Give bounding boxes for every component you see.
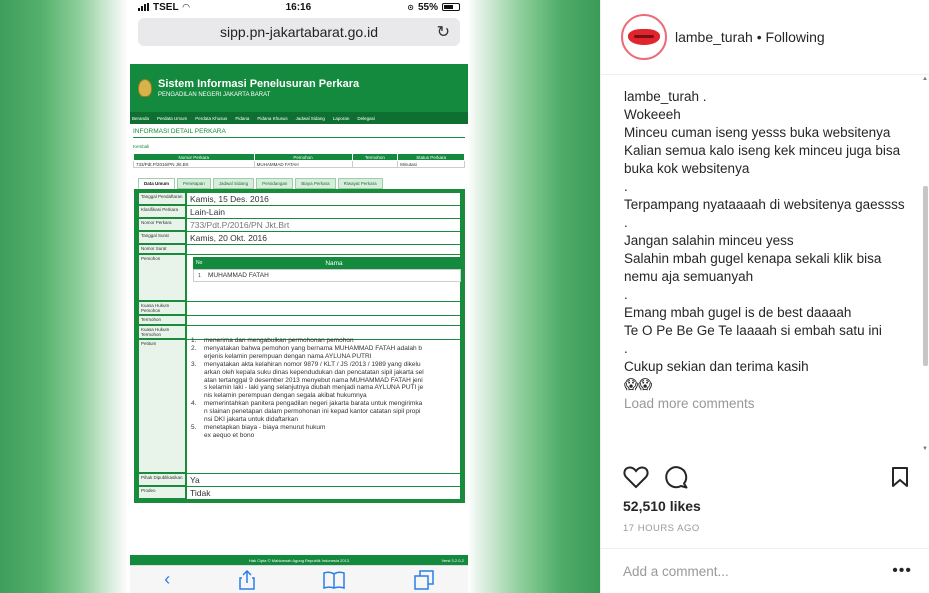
tab-penetapan: Penetapan bbox=[177, 178, 211, 189]
list-item: 4. memerintahkan panitera pengadilan negeri jakarta barata untuk mengirimka bbox=[191, 400, 423, 408]
field-value: Ya bbox=[187, 474, 460, 486]
caption-line: Emang mbah gugel is de best daaaah bbox=[624, 305, 852, 320]
field-label: Kuasa Hukum Termohon bbox=[139, 326, 185, 339]
petitum-list bbox=[191, 337, 456, 440]
nav-item: Perdata Khusus bbox=[195, 115, 228, 121]
field-value: Tidak bbox=[187, 487, 460, 499]
detail-panel bbox=[134, 189, 465, 503]
tab-data-umum: Data Umum bbox=[138, 178, 175, 189]
clock: 16:16 bbox=[285, 1, 312, 13]
tab-persidangan: Persidangan bbox=[256, 178, 293, 189]
field-value: Kamis, 15 Des. 2016 bbox=[187, 193, 460, 205]
load-more-comments-link[interactable]: Load more comments bbox=[624, 396, 755, 411]
wifi-icon: ◠ bbox=[182, 1, 190, 12]
list-item: 1. menerima dan mengabulkan permohonan pemohon bbox=[191, 337, 354, 344]
field-label: Tanggal Surat bbox=[139, 232, 185, 244]
caption-line: 😱😱 bbox=[624, 377, 653, 392]
list-item: 5. menetapkan biaya - biaya menurut hukum bbox=[191, 423, 326, 431]
scroll-up-icon[interactable]: ▲ bbox=[922, 76, 928, 82]
field-value: Kamis, 20 Okt. 2016 bbox=[187, 232, 460, 244]
site-nav bbox=[130, 112, 468, 124]
caption-line: . bbox=[624, 215, 628, 230]
table-header: Termohon bbox=[352, 154, 398, 161]
tabs-icon bbox=[414, 570, 434, 590]
likes-count[interactable]: 52,510 likes bbox=[623, 498, 701, 514]
caption-line: . bbox=[624, 341, 628, 356]
comment-bar bbox=[601, 548, 929, 593]
comment-input[interactable]: Add a comment... bbox=[623, 563, 729, 579]
caption-line: Salahin mbah gugel kenapa sekali klik bisa nemu aja semuanyah bbox=[624, 251, 886, 284]
nav-item: Pidana bbox=[235, 115, 250, 121]
table-row bbox=[193, 269, 461, 282]
nav-item: Pidana Khusus bbox=[257, 115, 288, 121]
nav-item: Jadwal Sidang bbox=[295, 115, 325, 121]
list-item-cont: nsi DKI jakarta untuk didaftarkan bbox=[204, 416, 298, 424]
phone-status-bar bbox=[130, 0, 468, 14]
back-arrow-icon: ‹ bbox=[164, 569, 171, 589]
bookmark-icon[interactable] bbox=[891, 466, 909, 488]
separator-dot: • bbox=[756, 29, 766, 45]
post-timestamp[interactable]: 17 HOURS AGO bbox=[623, 523, 700, 534]
scroll-down-icon[interactable]: ▼ bbox=[922, 446, 928, 452]
field-label: Nomor Surat bbox=[139, 245, 185, 254]
field-value bbox=[187, 316, 460, 325]
site-subtitle: PENGADILAN NEGERI JAKARTA BARAT bbox=[158, 91, 271, 98]
table-header: Status Perkara bbox=[398, 154, 465, 161]
field-label: Petitum bbox=[139, 340, 185, 473]
table-header: No bbox=[196, 260, 203, 266]
field-label: Prodeo bbox=[139, 487, 185, 499]
caption-line: . bbox=[624, 287, 628, 302]
field-value bbox=[187, 245, 460, 254]
list-item-cont: ex aequo et bono bbox=[204, 431, 255, 439]
caption-line: Cukup sekian dan terima kasih bbox=[624, 359, 809, 374]
list-item-cont: arkan oleh kepala suku dinas kependudukan dan pencatatan sipil jakarta sel bbox=[204, 368, 424, 376]
lips-logo-icon bbox=[628, 29, 660, 45]
url-bar bbox=[138, 18, 460, 46]
post-actions bbox=[623, 463, 909, 491]
field-label: Tanggal Pendaftaran bbox=[139, 193, 185, 205]
site-footer bbox=[130, 555, 468, 565]
comment-icon[interactable] bbox=[663, 464, 689, 490]
case-summary-table bbox=[133, 153, 465, 168]
follow-status-button[interactable]: Following bbox=[765, 29, 825, 45]
field-label: Pemohon bbox=[139, 255, 185, 301]
phone-screenshot bbox=[130, 0, 468, 593]
comments-scrollbar[interactable] bbox=[921, 76, 929, 454]
tab-biaya-perkara: Biaya Perkara bbox=[295, 178, 335, 189]
footer-text: Hak Cipta © Mahkamah Agung Republik Indonesia 2013 bbox=[248, 557, 350, 563]
bookmarks-icon bbox=[323, 571, 345, 589]
pemohon-table bbox=[193, 257, 461, 282]
list-item-cont: s kelamin laki - laki yang selanjutnya diubah menjadi nama AYLUNA PUTI je bbox=[204, 384, 424, 392]
table-header: Nomor Perkara bbox=[134, 154, 255, 161]
list-item-cont: erjenis kelamin perempuan dengan nama AYLUNA PUTRI bbox=[204, 352, 372, 360]
table-cell: 733/Pdt.P/2016/PN Jkt.Brt bbox=[134, 161, 255, 168]
caption-line: . bbox=[624, 179, 628, 194]
caption-line: Wokeeeh bbox=[624, 107, 681, 122]
table-cell bbox=[352, 161, 398, 168]
avatar[interactable] bbox=[621, 14, 667, 60]
field-label: Klasifikasi Perkara bbox=[139, 206, 185, 218]
battery-icon bbox=[442, 3, 460, 11]
table-cell: MUHAMMAD FATAH bbox=[208, 272, 269, 279]
caption-line: Kalian semua kalo iseng kek minceu juga bisa buka kok websitenya bbox=[624, 143, 904, 176]
site-title: Sistem Informasi Penelusuran Perkara bbox=[158, 77, 360, 90]
caption-line: Minceu cuman iseng yesss buka websitenya bbox=[624, 125, 891, 140]
list-item-cont: atan tertanggal 9 desember 2013 menyebut nama MUHAMMAD FATAH jeni bbox=[204, 376, 423, 384]
field-value bbox=[187, 302, 460, 315]
back-link: Kembali bbox=[133, 144, 150, 149]
nav-item: Laporan bbox=[332, 115, 350, 121]
field-value: Lain-Lain bbox=[187, 206, 460, 218]
table-header: Nama bbox=[325, 259, 343, 267]
rotation-lock-icon: ⊙ bbox=[407, 2, 414, 12]
field-label: Pihak Dipublikasikan bbox=[139, 474, 185, 486]
list-item: 2. menyatakan bahwa pemohon yang bernama MUHAMMAD FATAH adalah b bbox=[191, 344, 422, 352]
heart-icon[interactable] bbox=[623, 465, 649, 489]
court-logo bbox=[138, 79, 152, 97]
field-label: Nomor Perkara bbox=[139, 219, 185, 231]
share-icon bbox=[239, 570, 255, 590]
signal-icon bbox=[138, 3, 149, 11]
detail-tabs bbox=[138, 178, 468, 189]
caption-username[interactable]: lambe_turah . bbox=[624, 89, 707, 104]
section-title: INFORMASI DETAIL PERKARA bbox=[133, 128, 465, 138]
caption bbox=[624, 88, 914, 394]
battery-percent: 55% bbox=[417, 1, 438, 13]
username-link[interactable]: lambe_turah bbox=[675, 29, 753, 45]
field-value: 733/Pdt.P/2016/PN Jkt.Brt bbox=[187, 219, 460, 231]
nav-item: Perdata Umum bbox=[157, 115, 188, 121]
field-label: Termohon bbox=[139, 316, 185, 325]
comments-area[interactable] bbox=[624, 88, 914, 454]
post-header bbox=[601, 0, 929, 75]
caption-line: Te O Pe Be Ge Te laaaah si embah satu ini bbox=[624, 323, 882, 338]
list-item-cont: nis kelamin perempuan dengan segala akibat hukumnya bbox=[204, 392, 367, 400]
table-cell: MUHAMMAD FATAH bbox=[254, 161, 352, 168]
table-cell: 1 bbox=[198, 272, 201, 279]
tab-riwayat-perkara: Riwayat Perkara bbox=[338, 178, 383, 189]
field-label: Kuasa Hukum Pemohon bbox=[139, 302, 185, 315]
nav-item: Beranda bbox=[132, 115, 150, 121]
table-header: Pemohon bbox=[254, 154, 352, 161]
scrollbar-thumb[interactable] bbox=[923, 186, 928, 366]
table-cell: Minutasi bbox=[398, 161, 465, 168]
caption-line: Jangan salahin minceu yess bbox=[624, 233, 794, 248]
site-header bbox=[130, 64, 468, 112]
carrier-label: TSEL bbox=[153, 1, 179, 13]
browser-toolbar bbox=[130, 565, 468, 593]
url-text: sipp.pn-jakartabarat.go.id bbox=[220, 24, 378, 40]
caption-line: Terpampang nyataaaah di websitenya gaessss bbox=[624, 197, 905, 212]
post-side-panel bbox=[600, 0, 929, 593]
more-options-button[interactable]: ••• bbox=[892, 562, 912, 579]
footer-version: Versi 3.2.0-2 bbox=[441, 557, 464, 563]
tab-jadwal-sidang: Jadwal Sidang bbox=[213, 178, 254, 189]
list-item: 3. menyatakan akta kelahiran nomor 9879 / KLT / JS /2013 / 1989 yang dikelu bbox=[191, 360, 421, 368]
list-item-cont: n slainan penetapan dalam permohonan ini kepad kantor catatan sipil propi bbox=[204, 408, 421, 416]
nav-item: Delegasi bbox=[357, 115, 375, 121]
reload-icon: ↻ bbox=[436, 24, 450, 41]
